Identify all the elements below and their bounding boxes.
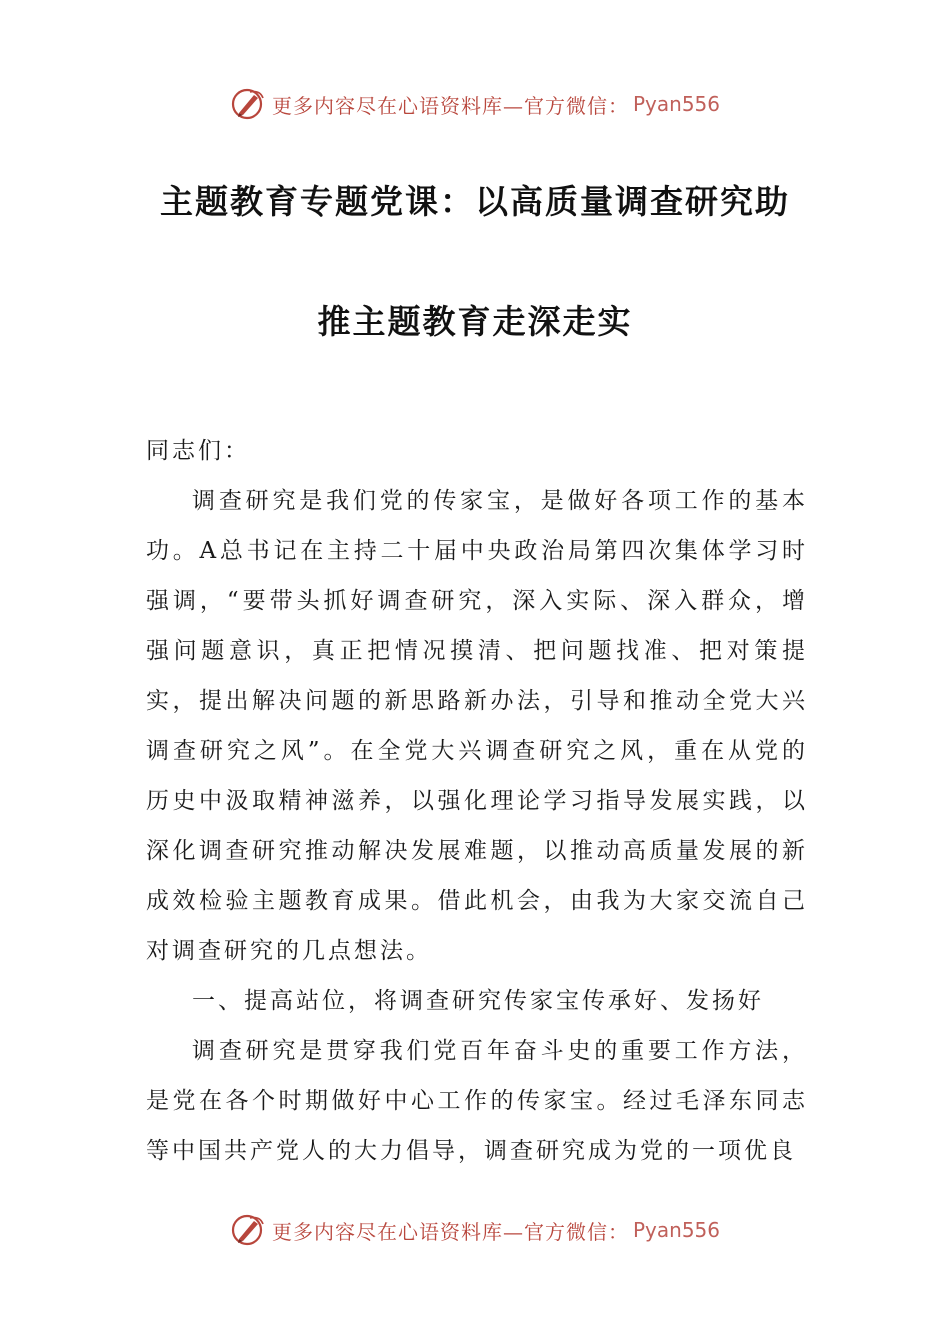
section-heading-1: 一、提高站位，将调查研究传家宝传承好、发扬好: [192, 988, 764, 1014]
paragraph-1: 调查研究是我们党的传家宝，是做好各项工作的基本功。A总书记在主持二十届中央政治局第四次集体学习时强调，“要带头抓好调查研究，深入实际、深入群众，增强问题意识，真正把情况摸清、把问题找准、把对策提实，提出解决问题的新思路新办法，引导和推动全党大兴调查研究之风”。在全党大兴调查研究之风，重在从党的历史中汲取精神滋养，以强化理论学习指导发展实践，以深化调查研究推动解决发展难题，以推动高质量发展的新成效检验主题教育成果。借此机会，由我为大家交流自己对调查研究的几点想法。: [146, 488, 808, 964]
header-watermark-banner: [0, 82, 950, 126]
watermark-account: Pyan556: [632, 92, 720, 116]
document-body: [146, 426, 808, 1176]
footer-watermark-banner: [0, 1208, 950, 1252]
pen-logo-icon: [230, 86, 266, 122]
document-title-line-2: 推主题教育走深走实: [317, 302, 633, 341]
watermark-text: 更多内容尽在心语资料库—官方微信：: [271, 93, 629, 118]
watermark-text: 更多内容尽在心语资料库—官方微信：: [271, 1219, 629, 1244]
salutation: 同志们：: [146, 438, 250, 464]
document-title-line-1: 主题教育专题党课：以高质量调查研究助: [160, 182, 790, 221]
paragraph-2: 调查研究是贯穿我们党百年奋斗史的重要工作方法，是党在各个时期做好中心工作的传家宝。经过毛泽东同志等中国共产党人的大力倡导，调查研究成为党的一项优良: [146, 1038, 808, 1164]
watermark-account: Pyan556: [632, 1218, 720, 1242]
pen-logo-icon: [230, 1212, 266, 1248]
